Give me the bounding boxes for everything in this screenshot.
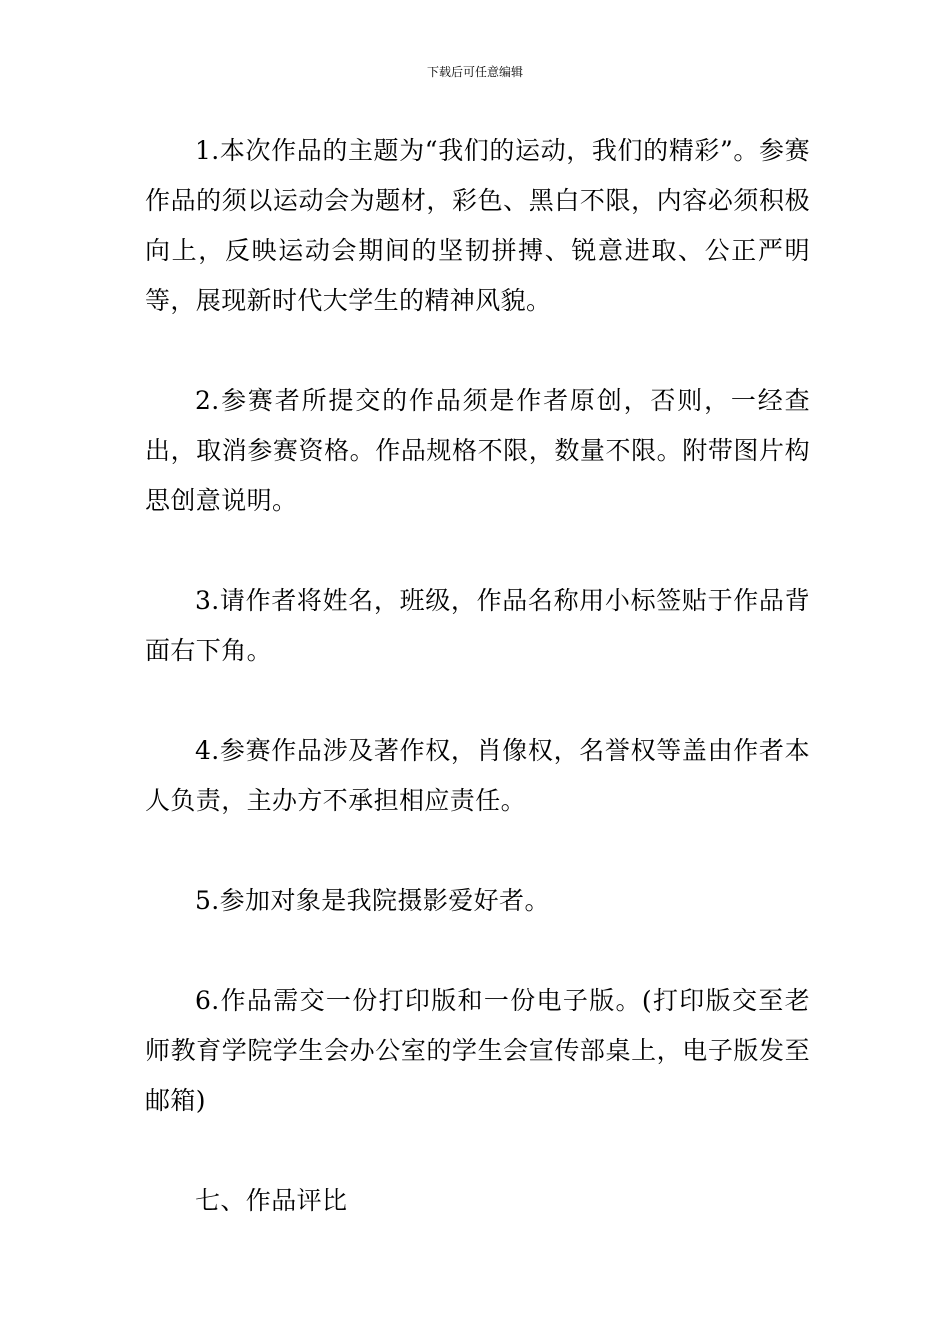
paragraph-spacer (145, 526, 810, 576)
paragraph-spacer (145, 1126, 810, 1176)
paragraph-spacer (145, 326, 810, 376)
paragraph-1: 1.本次作品的主题为“我们的运动，我们的精彩”。参赛作品的须以运动会为题材，彩色、黑白不限，内容必须积极向上，反映运动会期间的坚韧拼搏、锐意进取、公正严明等，展现新时代大学生的精神风貌。 (145, 136, 810, 315)
paragraph-spacer (145, 926, 810, 976)
paragraph-spacer (145, 826, 810, 876)
paragraph-spacer (145, 676, 810, 726)
paragraph-4: 4.参赛作品涉及著作权，肖像权，名誉权等盖由作者本人负责，主办方不承担相应责任。 (145, 736, 810, 815)
paragraph-5: 5.参加对象是我院摄影爱好者。 (195, 886, 550, 915)
paragraph-3: 3.请作者将姓名，班级，作品名称用小标签贴于作品背面右下角。 (145, 586, 810, 665)
page-header-note: 下载后可任意编辑 (426, 65, 523, 79)
section-heading: 七、作品评比 (195, 1186, 348, 1215)
document-body (145, 126, 810, 1226)
paragraph-6: 6.作品需交一份打印版和一份电子版。(打印版交至老师教育学院学生会办公室的学生会宣传部桌上，电子版发至邮箱) (145, 986, 810, 1115)
paragraph-2: 2.参赛者所提交的作品须是作者原创，否则，一经查出，取消参赛资格。作品规格不限，数量不限。附带图片构思创意说明。 (145, 386, 810, 515)
